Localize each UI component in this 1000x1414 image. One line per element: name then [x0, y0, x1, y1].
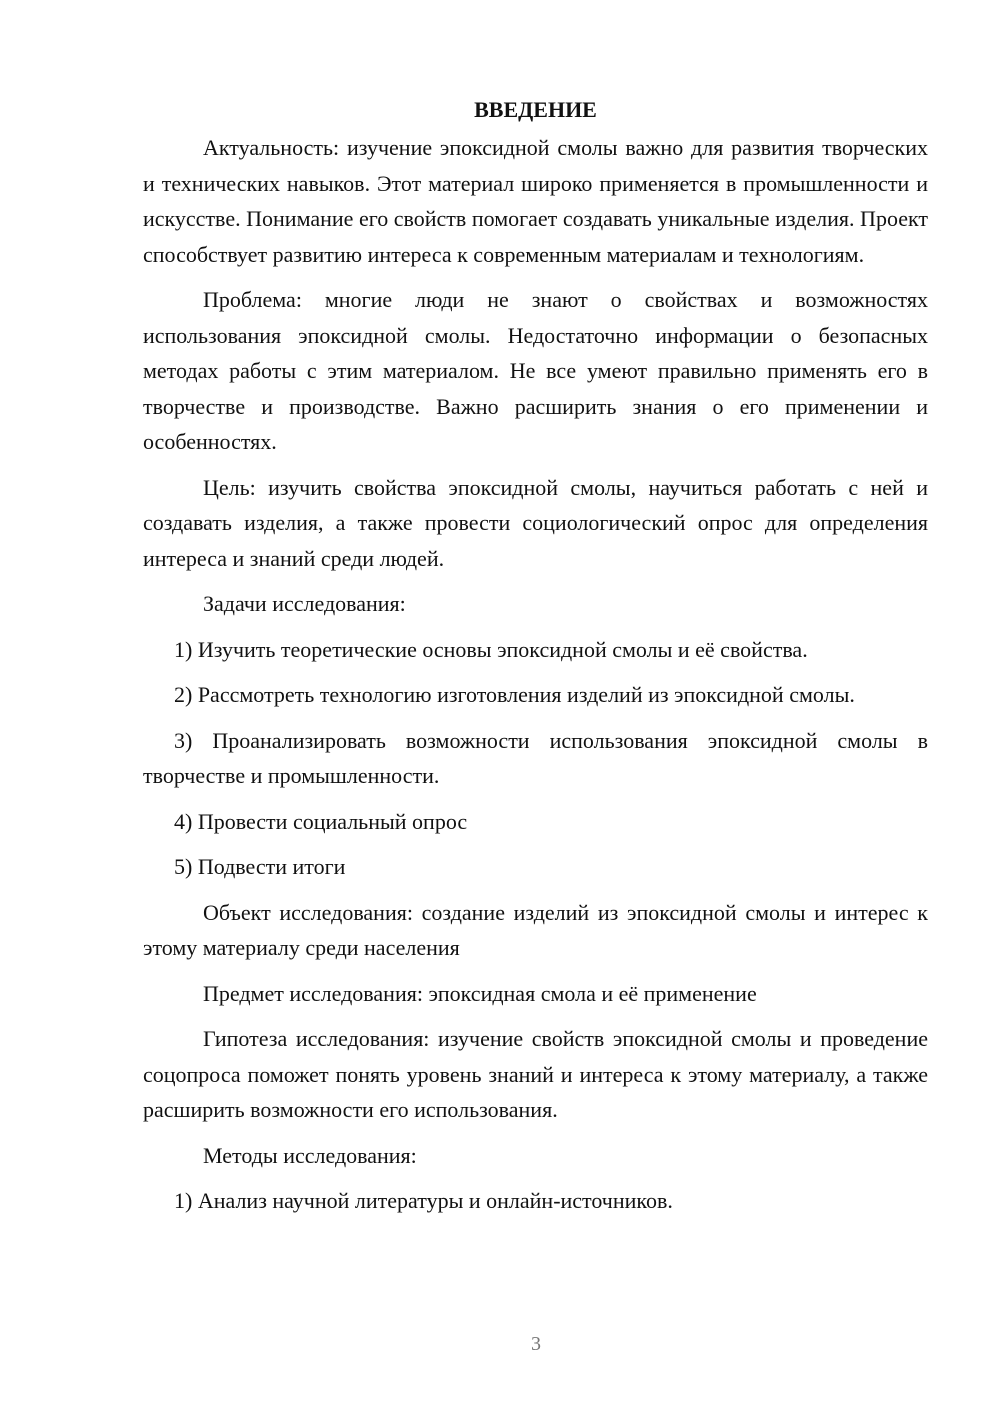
page-content	[143, 94, 928, 1229]
problem-paragraph: Проблема: многие люди не знают о свойствах и возможностях использования эпоксидной смолы. Недостаточно информации о безопасных методах работы с этим материалом. Не все умеют правильно применять его в творчестве и производстве. Важно расширить знания о его применении и особенностях.	[143, 287, 928, 454]
relevance-paragraph: Актуальность: изучение эпоксидной смолы важно для развития творческих и технических навыков. Этот материал широко применяется в промышленности и искусстве. Понимание его свойств помогает создавать уникальные изделия. Проект способствует развитию интереса к современным материалам и технологиям.	[143, 135, 928, 267]
task-item: 3) Проанализировать возможности использования эпоксидной смолы в творчестве и промышленности.	[143, 727, 928, 788]
subject-paragraph: Предмет исследования: эпоксидная смола и её применение	[203, 980, 757, 1006]
page-title: ВВЕДЕНИЕ	[474, 97, 597, 122]
page-number: 3	[531, 1333, 541, 1355]
methods-heading: Методы исследования:	[203, 1142, 417, 1168]
hypothesis-paragraph: Гипотеза исследования: изучение свойств эпоксидной смолы и проведение соцопроса поможет понять уровень знаний и интереса к этому материалу, а также расширить возможности его использования.	[143, 1026, 928, 1122]
task-item: 2) Рассмотреть технологию изготовления изделий из эпоксидной смолы.	[174, 682, 855, 707]
tasks-heading: Задачи исследования:	[203, 591, 406, 616]
task-item: 5) Подвести итоги	[174, 854, 346, 879]
method-item: 1) Анализ научной литературы и онлайн-источников.	[174, 1188, 673, 1213]
task-item: 4) Провести социальный опрос	[174, 808, 468, 834]
task-item: 1) Изучить теоретические основы эпоксидной смолы и её свойства.	[174, 636, 808, 662]
object-paragraph: Объект исследования: создание изделий из эпоксидной смолы и интерес к этому материалу среди населения	[143, 899, 928, 960]
goal-paragraph: Цель: изучить свойства эпоксидной смолы, научиться работать с ней и создавать изделия, а также провести социологический опрос для определения интереса и знаний среди людей.	[143, 474, 928, 571]
